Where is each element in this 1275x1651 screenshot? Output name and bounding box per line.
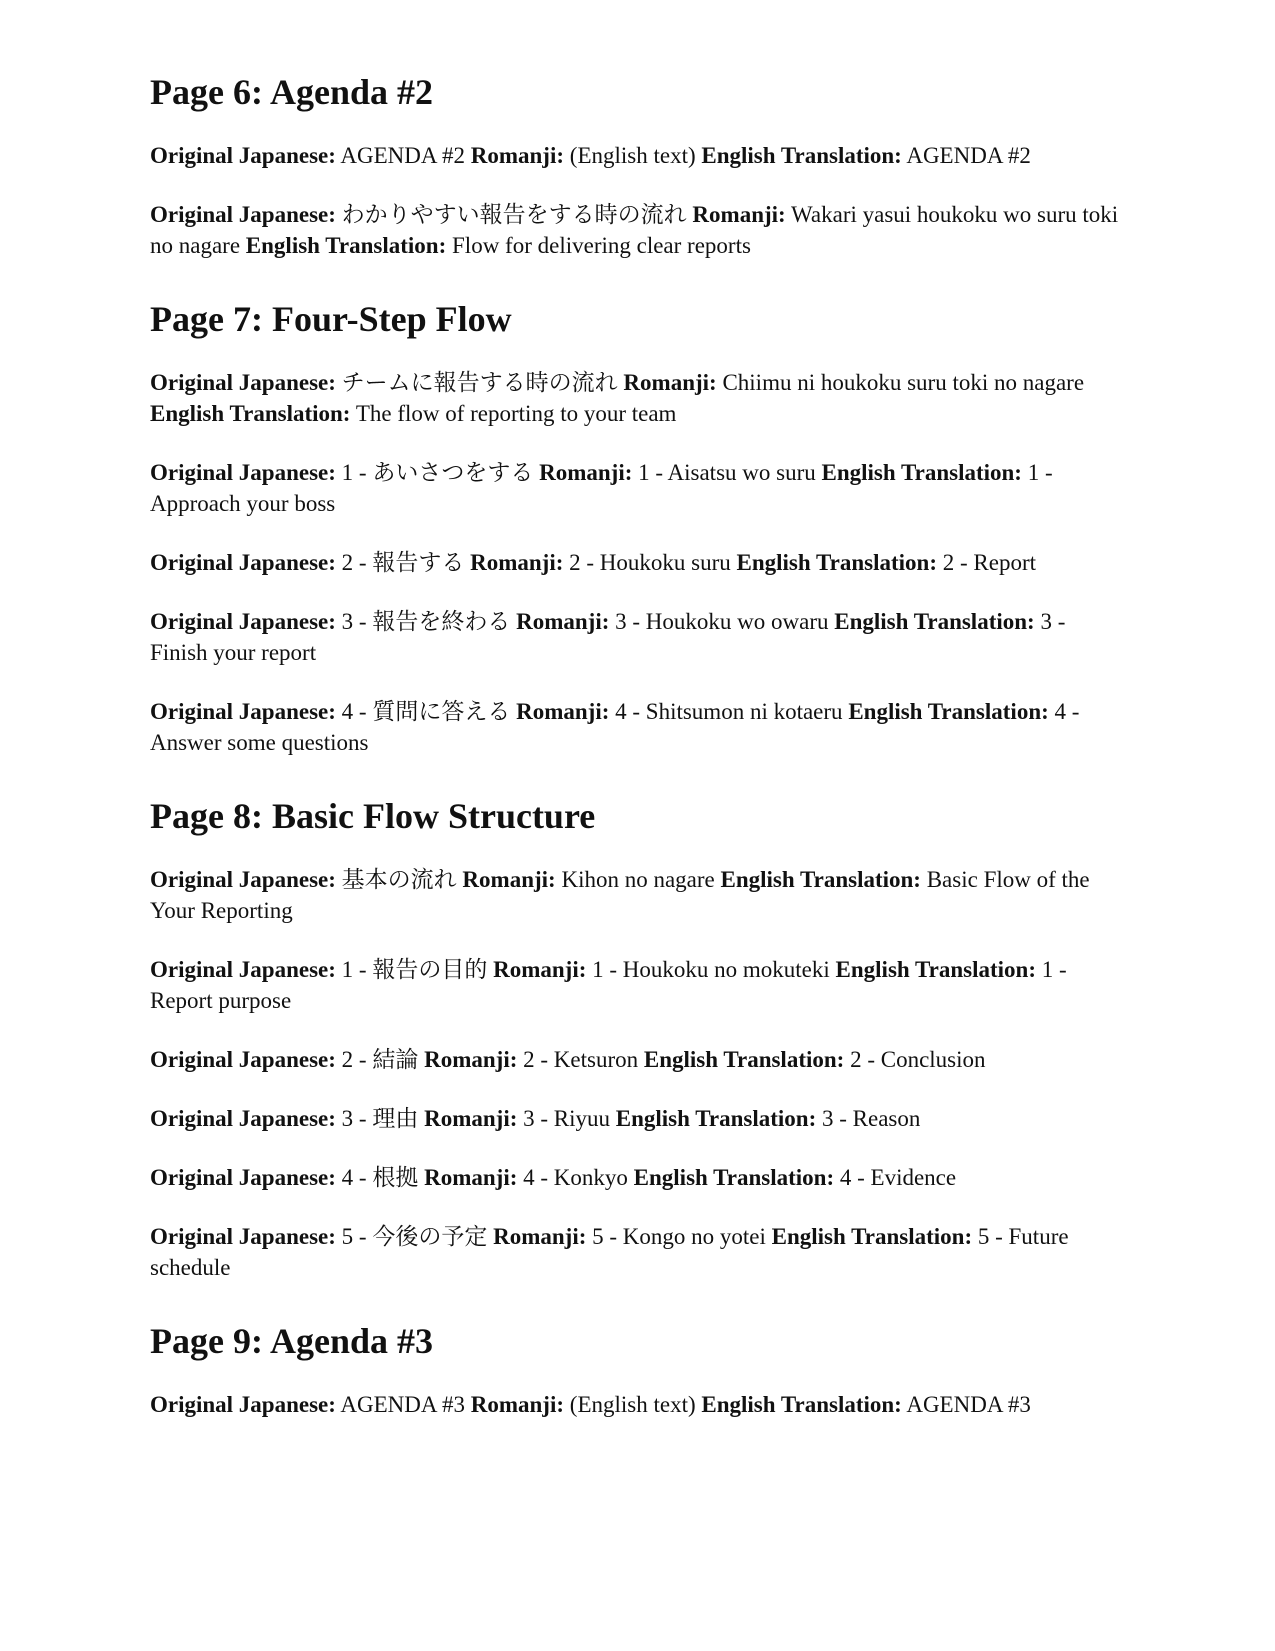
romanji-text: 1 - Aisatsu wo suru bbox=[638, 460, 816, 485]
original-label: Original Japanese: bbox=[150, 609, 336, 634]
original-label: Original Japanese: bbox=[150, 1165, 336, 1190]
romanji-text: Chiimu ni houkoku suru toki no nagare bbox=[722, 370, 1085, 395]
entry bbox=[150, 606, 1125, 668]
japanese-text: 3 - 理由 bbox=[341, 1106, 419, 1131]
english-text: 3 - Finish your report bbox=[150, 609, 1066, 665]
english-label: English Translation: bbox=[736, 550, 937, 575]
romanji-text: 2 - Ketsuron bbox=[523, 1047, 639, 1072]
romanji-label: Romanji: bbox=[692, 202, 786, 227]
romanji-text: 4 - Shitsumon ni kotaeru bbox=[615, 699, 843, 724]
english-text: 2 - Conclusion bbox=[850, 1047, 986, 1072]
japanese-text: 4 - 質問に答える bbox=[341, 699, 511, 724]
japanese-text: 3 - 報告を終わる bbox=[341, 609, 511, 634]
entry bbox=[150, 140, 1125, 171]
romanji-text: 2 - Houkoku suru bbox=[569, 550, 731, 575]
section-heading: Page 9: Agenda #3 bbox=[150, 1321, 433, 1361]
english-text: 2 - Report bbox=[942, 550, 1036, 575]
english-text: 5 - Future schedule bbox=[150, 1224, 1069, 1280]
original-label: Original Japanese: bbox=[150, 370, 336, 395]
romanji-text: Kihon no nagare bbox=[561, 867, 715, 892]
entry bbox=[150, 457, 1125, 519]
entry bbox=[150, 367, 1125, 429]
english-label: English Translation: bbox=[720, 867, 921, 892]
english-label: English Translation: bbox=[633, 1165, 835, 1190]
japanese-text: 基本の流れ bbox=[341, 867, 457, 892]
japanese-text: 5 - 今後の予定 bbox=[341, 1224, 488, 1249]
section-page-9 bbox=[150, 1319, 1125, 1420]
romanji-text: (English text) bbox=[569, 143, 696, 168]
japanese-text: 1 - あいさつをする bbox=[341, 460, 534, 485]
english-text: 4 - Answer some questions bbox=[150, 699, 1080, 755]
romanji-label: Romanji: bbox=[493, 957, 587, 982]
english-label: English Translation: bbox=[643, 1047, 845, 1072]
romanji-label: Romanji: bbox=[470, 550, 564, 575]
romanji-label: Romanji: bbox=[623, 370, 717, 395]
english-text: 4 - Evidence bbox=[839, 1165, 957, 1190]
english-label: English Translation: bbox=[615, 1106, 817, 1131]
romanji-label: Romanji: bbox=[516, 699, 610, 724]
english-text: AGENDA #3 bbox=[906, 1392, 1031, 1417]
entry bbox=[150, 954, 1125, 1016]
original-label: Original Japanese: bbox=[150, 957, 336, 982]
romanji-text: 1 - Houkoku no mokuteki bbox=[592, 957, 830, 982]
section-page-6 bbox=[150, 70, 1125, 261]
original-label: Original Japanese: bbox=[150, 550, 336, 575]
english-text: The flow of reporting to your team bbox=[355, 401, 677, 426]
japanese-text: AGENDA #3 bbox=[340, 1392, 465, 1417]
entry bbox=[150, 696, 1125, 758]
japanese-text: 1 - 報告の目的 bbox=[341, 957, 488, 982]
romanji-label: Romanji: bbox=[493, 1224, 587, 1249]
english-label: English Translation: bbox=[701, 1392, 902, 1417]
romanji-label: Romanji: bbox=[424, 1165, 518, 1190]
section-page-8 bbox=[150, 794, 1125, 1283]
romanji-label: Romanji: bbox=[470, 1392, 565, 1417]
romanji-text: Wakari yasui houkoku wo suru toki no nagare bbox=[150, 202, 1119, 258]
original-label: Original Japanese: bbox=[150, 460, 336, 485]
original-label: Original Japanese: bbox=[150, 202, 336, 227]
english-text: AGENDA #2 bbox=[906, 143, 1031, 168]
original-label: Original Japanese: bbox=[150, 1392, 336, 1417]
entry bbox=[150, 1044, 1125, 1075]
english-label: English Translation: bbox=[834, 609, 1035, 634]
original-label: Original Japanese: bbox=[150, 1106, 336, 1131]
english-text: 1 - Report purpose bbox=[150, 957, 1067, 1013]
romanji-text: 4 - Konkyo bbox=[523, 1165, 628, 1190]
entry bbox=[150, 1221, 1125, 1283]
romanji-text: 3 - Riyuu bbox=[523, 1106, 611, 1131]
english-text: 3 - Reason bbox=[821, 1106, 921, 1131]
entry bbox=[150, 1103, 1125, 1134]
entry bbox=[150, 1162, 1125, 1193]
english-text: Flow for delivering clear reports bbox=[452, 233, 751, 258]
romanji-label: Romanji: bbox=[424, 1047, 518, 1072]
english-text: Basic Flow of the Your Reporting bbox=[150, 867, 1090, 923]
section-heading: Page 6: Agenda #2 bbox=[150, 72, 433, 112]
romanji-text: 3 - Houkoku wo owaru bbox=[615, 609, 829, 634]
document-page bbox=[150, 70, 1125, 1456]
romanji-label: Romanji: bbox=[470, 143, 565, 168]
japanese-text: チームに報告する時の流れ bbox=[341, 370, 618, 395]
romanji-label: Romanji: bbox=[539, 460, 633, 485]
romanji-label: Romanji: bbox=[462, 867, 556, 892]
original-label: Original Japanese: bbox=[150, 867, 336, 892]
section-page-7 bbox=[150, 297, 1125, 758]
english-label: English Translation: bbox=[835, 957, 1036, 982]
original-label: Original Japanese: bbox=[150, 1047, 336, 1072]
japanese-text: 2 - 結論 bbox=[341, 1047, 419, 1072]
japanese-text: AGENDA #2 bbox=[340, 143, 465, 168]
romanji-label: Romanji: bbox=[424, 1106, 518, 1131]
english-label: English Translation: bbox=[771, 1224, 973, 1249]
english-label: English Translation: bbox=[245, 233, 447, 258]
entry bbox=[150, 864, 1125, 926]
romanji-label: Romanji: bbox=[516, 609, 610, 634]
english-label: English Translation: bbox=[821, 460, 1022, 485]
english-label: English Translation: bbox=[848, 699, 1049, 724]
english-label: English Translation: bbox=[701, 143, 902, 168]
entry bbox=[150, 547, 1125, 578]
romanji-text: 5 - Kongo no yotei bbox=[592, 1224, 766, 1249]
section-heading: Page 8: Basic Flow Structure bbox=[150, 796, 596, 836]
english-label: English Translation: bbox=[150, 401, 351, 426]
original-label: Original Japanese: bbox=[150, 699, 336, 724]
original-label: Original Japanese: bbox=[150, 143, 336, 168]
entry bbox=[150, 1389, 1125, 1420]
original-label: Original Japanese: bbox=[150, 1224, 336, 1249]
section-heading: Page 7: Four-Step Flow bbox=[150, 299, 512, 339]
entry bbox=[150, 199, 1125, 261]
romanji-text: (English text) bbox=[569, 1392, 696, 1417]
japanese-text: わかりやすい報告をする時の流れ bbox=[341, 202, 687, 227]
japanese-text: 2 - 報告する bbox=[341, 550, 465, 575]
english-text: 1 - Approach your boss bbox=[150, 460, 1053, 516]
japanese-text: 4 - 根拠 bbox=[341, 1165, 419, 1190]
